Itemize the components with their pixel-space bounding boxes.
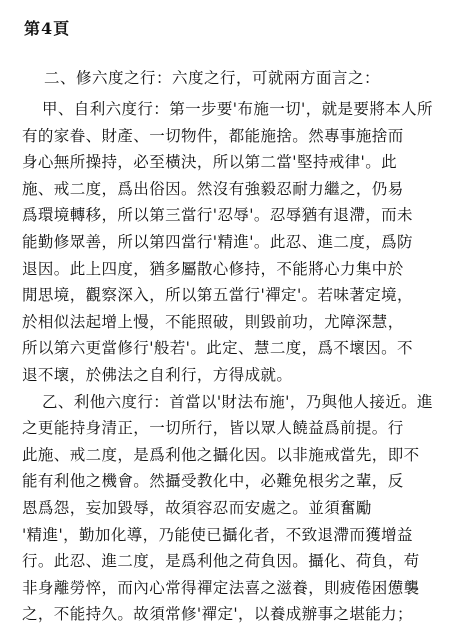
text-line: 有的家眷、財產、一切物件，都能施捨。然專事施捨而 [22, 126, 404, 145]
text-line: 此施、戒二度，是爲利他之攝化因。以非施戒當先，即不 [22, 445, 420, 464]
text-line: 於相似法起增上慢，不能照破，則毀前功，尤障深慧， [22, 312, 404, 331]
text-line: 乙、利他六度行：首當以'財法布施'，乃與他人接近。進 [42, 392, 433, 411]
text-line: 能有利他之機會。然攝受教化中，必難免根劣之輩，反 [22, 472, 404, 491]
text-line: 甲、自利六度行：第一步要'布施一切'，就是要將本人所 [42, 100, 433, 118]
body-text [22, 96, 432, 628]
text-line: 閒思境，觀察深入，所以第五當行'禪定'。若味著定境， [22, 286, 413, 305]
text-line: '精進'，勤加化導，乃能使已攝化者，不致退滯而獲增益 [22, 525, 413, 544]
text-line: 身心無所操持，必至橫決，所以第二當'堅持戒律'。此 [22, 153, 398, 172]
text-line: 能勤修眾善，所以第四當行'精進'。此忍、進二度，爲防 [22, 232, 413, 251]
page-number: 第4頁 [24, 19, 71, 38]
text-line: 之更能持身清正，一切所行，皆以眾人饒益爲前提。行 [22, 419, 404, 438]
section-heading: 二、修六度之行：六度之行，可就兩方面言之： [44, 69, 381, 87]
text-line: 退因。此上四度，猶多屬散心修持，不能將心力集中於 [22, 259, 404, 278]
text-line: 恩爲怨，妄加毀辱，故須容忍而安處之。並須奮勵 [22, 498, 372, 517]
text-line: 所以第六更當修行'般若'。此定、慧二度，爲不壞因。不 [22, 339, 413, 358]
text-line: 非身離勞悴，而內心常得禪定法喜之滋養，則疲倦困憊襲 [22, 578, 420, 597]
text-line: 退不壞，於佛法之自利行，方得成就。 [22, 365, 293, 384]
text-line: 之，不能持久。故須常修'禪定'，以養成辦事之堪能力； [22, 605, 413, 624]
text-line: 行。此忍、進二度，是爲利他之荷負因。攝化、荷負，苟 [22, 552, 420, 571]
text-line: 爲環境轉移，所以第三當行'忍辱'。忍辱猶有退滯，而未 [22, 206, 413, 225]
text-line: 施、戒二度，爲出俗因。然沒有強毅忍耐力繼之，仍易 [22, 179, 404, 198]
